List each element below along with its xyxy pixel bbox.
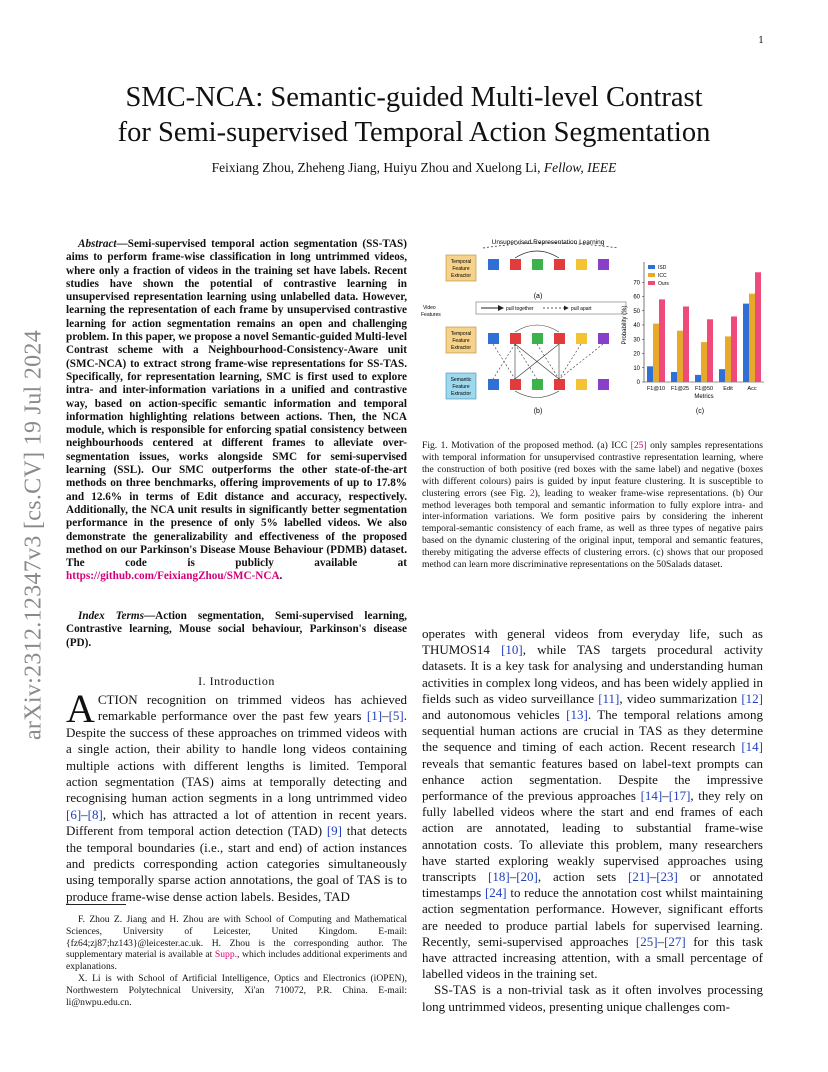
box-text: Temporal <box>450 259 472 265</box>
box-text: Feature <box>452 338 470 344</box>
citation[interactable]: [12] <box>741 690 764 706</box>
y-tick-label: 70 <box>633 280 640 287</box>
footnote-rule <box>66 904 126 905</box>
x-axis-label: Metrics <box>694 394 714 400</box>
bar-ours-f1@10 <box>659 299 665 382</box>
citation[interactable]: [25] <box>630 440 647 451</box>
body-text: and autonomous vehicles <box>422 707 567 723</box>
citation[interactable]: [17] <box>668 788 691 804</box>
y-tick-label: 40 <box>633 323 640 329</box>
box-text: Extractor <box>450 391 472 397</box>
citation[interactable]: [8] <box>87 806 103 822</box>
bar-icc-acc <box>749 294 755 382</box>
body-text: , while TAS targets procedural activity datasets. It is a key task for analysing and understanding human activities in complex long videos, and has been widely applied in fields such as video surveillance <box>422 642 763 706</box>
box-text: Feature <box>452 384 470 390</box>
paper-title <box>60 80 768 150</box>
video-features-label: Features <box>421 312 441 318</box>
x-tick-label: Edit <box>723 386 733 392</box>
caption-text: ), leading to weaker frame-wise representations. (b) Our method leverages both temporal and semantic information to fully explore intra- and inter-information variations. We form positive pairs by considering the inherent temporal-semantic consistency of each frame, as well as three types of negative pairs based on the dynamic clustering of the original input, temporal and semantic features, thereby mitigating the adverse effects of clustering errors. (c) shows that our proposed method can learn more discriminative representations on the 50Salads dataset. <box>422 487 763 571</box>
paragraph: SS-TAS is a non-trivial task as it often involves processing long untrimmed videos, presenting unique challenges com- <box>422 982 763 1014</box>
bar-chart <box>622 262 764 400</box>
intro-text: CTION recognition on trimmed videos has achieved remarkable performance over the past few years <box>97 692 407 724</box>
body-text: – <box>662 788 669 804</box>
code-link[interactable]: https://github.com/FeixiangZhou/SMC-NCA <box>66 570 280 583</box>
citation[interactable]: [14] <box>640 788 663 804</box>
right-column-body <box>422 626 763 1015</box>
bar-icc-f1@50 <box>701 342 707 382</box>
body-text: . The temporal relations among sequential human actions are crucial in TAS as they determine the sequence and timing of each action. Recent research <box>422 707 764 755</box>
page-number: 1 <box>758 36 764 46</box>
bar-isd-acc <box>743 304 749 382</box>
citation[interactable]: [25] <box>635 933 658 949</box>
intro-text: – <box>382 708 389 724</box>
box-text: Feature <box>452 266 470 272</box>
footnotes <box>66 914 407 1008</box>
label-b: (b) <box>533 408 543 415</box>
authors: Feixiang Zhou, Zheheng Jiang, Huiyu Zhou and Xuelong Li, <box>211 160 541 175</box>
body-text: to reduce the annotation cost whilst maintaining action segmentation performance. However, significant efforts are needed to produce partial labels for supervised learning. Recently, semi-supervised approaches <box>422 885 764 949</box>
body-text: , video summarization <box>619 690 742 706</box>
x-tick-label: F1@10 <box>646 386 666 392</box>
bar-ours-f1@25 <box>683 306 689 382</box>
caption-text: Fig. 1. Motivation of the proposed method. (a) ICC <box>422 440 631 451</box>
body-text: operates with general videos from everyday life, such as THUMOS14 <box>422 626 763 658</box>
drop-cap: A <box>66 686 95 731</box>
body-text: reveals that semantic features based on label-text prompts can enhance action segmentation. Despite the impressive performance of the previous approaches <box>422 755 763 804</box>
intro-text: that detects the temporal boundaries (i.e., start and end) of action instances and predicts corresponding action categories simultaneously using temporally sparse action annotations, the goal of TAS is to produce frame-wise dense action labels. Besides, TAD <box>66 823 408 904</box>
y-tick-label: 20 <box>633 351 640 358</box>
body-text: – <box>649 869 657 885</box>
y-tick-label: 10 <box>633 365 640 372</box>
footnote-1 <box>66 914 407 973</box>
caption-text: only samples representations with temporal information for unsupervised contrastive representation learning, where the construction of both positive (red boxes with the same label) and negative (boxes with different colours) pairs is guided by input feature clustering. It is susceptible to clustering errors (see Fig. <box>422 440 763 499</box>
legend-swatch-ours <box>648 281 655 285</box>
bar-icc-edit <box>725 336 731 382</box>
arxiv-id: arXiv:2312.12347v3 [cs.CV] 19 Jul 2024 <box>20 329 47 741</box>
body-text: or annotated timestamps <box>422 869 763 901</box>
y-axis-label: Probability (%) <box>622 305 628 345</box>
citation[interactable]: [11] <box>598 690 620 706</box>
y-tick-label: 0 <box>636 380 640 386</box>
citation[interactable]: [5] <box>388 708 404 724</box>
abstract-text: —Semi-supervised temporal action segmentation (SS-TAS) aims to perform frame-wise classification in long untrimmed videos, where only a fraction of videos in the training set have labels. Recent studies have shown the potential of contrastive learning in unsupervised representation learning using unlabelled data. However, learning the representation of each frame by unsupervised contrastive learning for action segmentation remains an open and challenging problem. In this paper, we propose a novel Semantic-guided Multi-level Contrast scheme with a Neighbourhood-Consistency-Aware unit (SMC-NCA) to extract strong frame-wise representations for SS-TAS. Specifically, for representation learning, SMC is first used to explore intra- and inter-information variations in a unified and contrastive way, based on action-specific semantic information and temporal information highlighting relations between actions. Then, the NCA module, which is responsible for enforcing spatial consistency between neighbourhoods centered at different frames to alleviate over-segmentation issues, works alongside SMC for semi-supervised learning (SSL). Our SMC outperforms the other state-of-the-art methods on three benchmarks, offering improvements of up to 17.8% and 12.6% in terms of Edit distance and accuracy, respectively. Additionally, the NCA unit results in significantly better segmentation performance in the presence of only 5% labelled videos. We also demonstrate the generalizability and effectiveness of the proposed method on our Parkinson's Disease Mouse Behaviour (PDMB) dataset. The code is publicly available at <box>66 238 407 570</box>
intro-text: . Despite the success of these approaches on trimmed videos with a single action, their ability to handle long videos containing multiple actions with different lengths is limited. Temporal action segmentation (TAS) aims at temporally detecting and recognising human action segments in a long untrimmed video <box>66 708 407 806</box>
citation[interactable]: [14] <box>741 739 763 755</box>
citation[interactable]: [9] <box>326 823 343 839</box>
abstract-end: . <box>279 570 283 583</box>
body-text: – <box>657 933 665 949</box>
bar-ours-edit <box>731 316 737 382</box>
citation[interactable]: [13] <box>566 707 588 723</box>
body-text: , they rely on fully labelled videos where the start and end frames of each action are annotated, leading to substantial frame-wise annotation costs. To alleviate this problem, many researchers have started exploring weakly supervised approaches using transcripts <box>422 788 764 885</box>
x-tick-label: F1@50 <box>694 386 714 392</box>
video-features-label: Video <box>423 305 436 311</box>
citation[interactable]: [21] <box>628 869 650 885</box>
legend-swatch-isd <box>648 265 655 269</box>
citation[interactable]: [23] <box>656 869 678 885</box>
abstract-lead: Abstract <box>78 238 117 250</box>
y-tick-label: 60 <box>633 294 640 301</box>
footnote-text: , which includes additional experiments and explanations. <box>66 949 407 973</box>
label-a: (a) <box>533 293 543 300</box>
citation[interactable]: [18] <box>488 869 510 885</box>
footnote-2: X. Li is with School of Artificial Intelligence, Optics and Electronics (iOPEN), Northwestern Polytechnical University, Xi'an 710072, P.R. China. E-mail: li@nwpu.edu.cn. <box>66 972 407 1008</box>
legend-together: pull together <box>506 306 534 312</box>
legend-apart: pull apart <box>571 306 592 312</box>
legend-label-icc: ICC <box>658 273 667 279</box>
legend-swatch-icc <box>648 273 655 277</box>
intro-text: , which has attracted a lot of attention in recent years. Different from temporal action detection (TAD) <box>66 806 407 839</box>
legend-label-ours: Ours <box>658 281 669 287</box>
legend-label-isd: ISD <box>658 265 667 271</box>
x-tick-label: F1@25 <box>670 386 690 392</box>
index-text: —Action segmentation, Semi-supervised learning, Contrastive learning, Mouse social behaviour, Parkinson's disease (PD). <box>66 610 407 649</box>
box-text: Semantic <box>450 377 472 383</box>
abstract <box>66 238 407 584</box>
x-tick-label: Acc <box>747 386 757 392</box>
box-text: Extractor <box>450 345 472 351</box>
bar-isd-f1@25 <box>671 372 677 382</box>
bar-icc-f1@25 <box>677 331 683 382</box>
body-text: , action sets <box>537 869 629 885</box>
arxiv-stamp <box>14 300 54 770</box>
bar-icc-f1@10 <box>653 324 659 382</box>
author-list <box>60 160 768 176</box>
footnote-text: F. Zhou Z. Jiang and H. Zhou are with School of Computing and Mathematical Sciences, University of Leicester, United Kingdom. E-mail: {fz64;zj87;hz143}@leicester.ac.uk. H. Zhou is the corresponding author. The supplementary material is available at <box>66 914 407 961</box>
figure-caption <box>422 440 763 571</box>
index-lead: Index Terms <box>78 610 144 622</box>
y-tick-label: 30 <box>633 337 640 344</box>
title-line-1: SMC-NCA: Semantic-guided Multi-level Contrast <box>125 82 703 113</box>
intro-text: – <box>81 806 88 822</box>
figure-1 <box>418 232 780 432</box>
citation[interactable]: [27] <box>664 933 686 949</box>
citation[interactable]: [20] <box>516 869 538 885</box>
label-c: (c) <box>695 408 705 415</box>
title-line-2: for Semi-supervised Temporal Action Segmentation <box>117 117 711 148</box>
intro-paragraph <box>66 686 408 905</box>
box-text: Extractor <box>450 273 472 279</box>
authors-suffix: Fellow, IEEE <box>543 160 617 175</box>
section-heading: I. Introduction <box>198 674 275 688</box>
body-text: for this task have attracted increasing attention, with a small percentage of labelled videos in the training set. <box>422 933 763 982</box>
citation[interactable]: [6] <box>66 806 82 822</box>
bar-ours-acc <box>755 272 761 382</box>
citation[interactable]: [1] <box>366 708 383 724</box>
body-text: – <box>509 869 517 885</box>
supp-link[interactable]: Supp. <box>214 949 238 961</box>
bar-isd-f1@10 <box>647 366 653 382</box>
figure-1-graphic <box>418 232 780 432</box>
figure-ref[interactable]: 2 <box>529 487 535 499</box>
citation[interactable]: [10] <box>501 642 523 658</box>
bar-isd-f1@50 <box>695 375 701 382</box>
y-tick-label: 50 <box>633 308 640 315</box>
index-terms <box>66 610 407 650</box>
figure-top-title: Unsupervised Representation Learning <box>491 239 605 246</box>
box-text: Temporal <box>450 331 472 337</box>
bar-ours-f1@50 <box>707 319 713 382</box>
paragraph <box>422 626 763 982</box>
bar-isd-edit <box>719 369 725 382</box>
citation[interactable]: [24] <box>484 885 507 901</box>
